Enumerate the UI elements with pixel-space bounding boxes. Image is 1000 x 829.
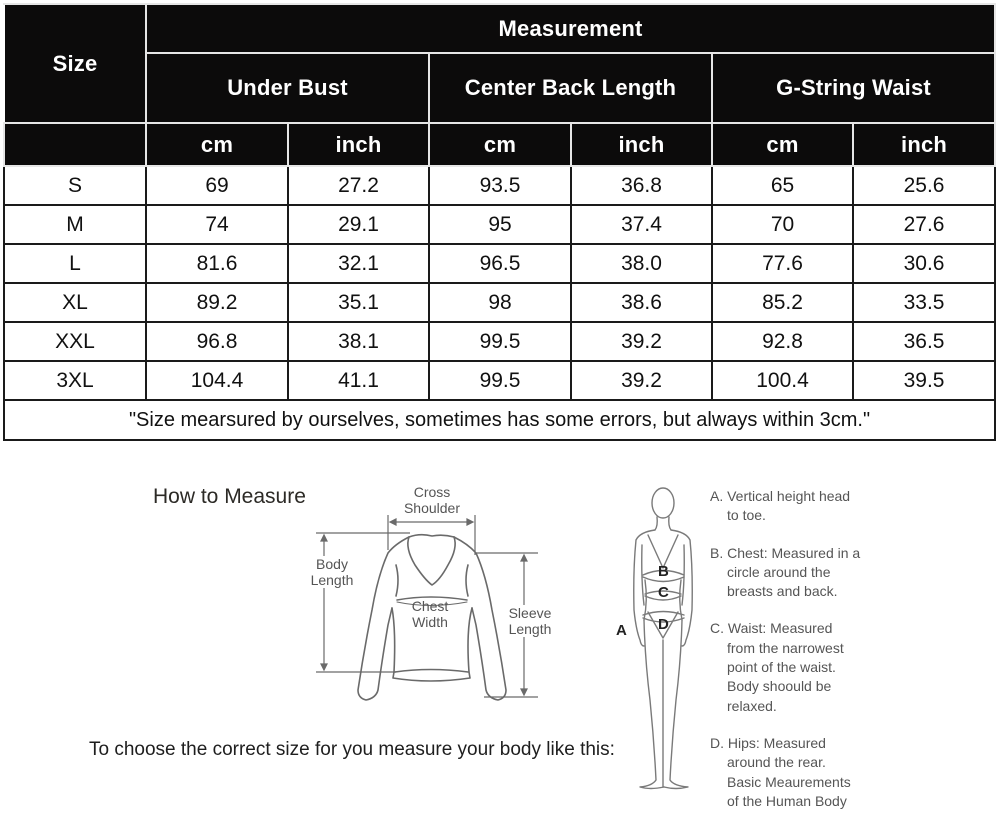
note-b: B. Chest: Measured in a circle around the breasts and back. <box>710 544 861 600</box>
value-cell: 99.5 <box>429 322 571 361</box>
value-cell: 38.1 <box>288 322 429 361</box>
value-cell: 93.5 <box>429 166 571 205</box>
how-to-measure-title: How to Measure <box>153 485 306 508</box>
table-row <box>4 166 995 205</box>
body-length-label: Body Length <box>304 556 360 588</box>
size-header: Size <box>4 4 146 123</box>
chest-width-label: Chest Width <box>411 598 449 630</box>
table-row <box>4 322 995 361</box>
size-cell: S <box>4 166 146 205</box>
value-cell: 38.6 <box>571 283 712 322</box>
measurement-disclaimer: "Size mearsured by ourselves, sometimes has some errors, but always within 3cm." <box>4 400 995 440</box>
body-letter-a: A <box>616 622 627 639</box>
sleeve-length-label: Sleeve Length <box>502 605 558 637</box>
under-bust-header: Under Bust <box>146 53 429 123</box>
value-cell: 95 <box>429 205 571 244</box>
size-cell: 3XL <box>4 361 146 400</box>
note-c: C. Waist: Measured from the narrowest point of the waist. Body shoould be relaxed. <box>710 620 844 714</box>
value-cell: 70 <box>712 205 853 244</box>
cross-shoulder-label: Cross Shoulder <box>403 484 461 516</box>
value-cell: 36.5 <box>853 322 995 361</box>
size-cell: XL <box>4 283 146 322</box>
value-cell: 38.0 <box>571 244 712 283</box>
value-cell: 36.8 <box>571 166 712 205</box>
unit-header: cm <box>146 123 288 166</box>
value-cell: 65 <box>712 166 853 205</box>
center-back-length-header: Center Back Length <box>429 53 712 123</box>
unit-header: inch <box>571 123 712 166</box>
body-letter-c: C <box>658 584 669 601</box>
unit-header: inch <box>288 123 429 166</box>
value-cell: 69 <box>146 166 288 205</box>
table-row <box>4 283 995 322</box>
value-cell: 96.5 <box>429 244 571 283</box>
value-cell: 39.5 <box>853 361 995 400</box>
value-cell: 41.1 <box>288 361 429 400</box>
value-cell: 25.6 <box>853 166 995 205</box>
size-unit-blank <box>4 123 146 166</box>
note-d: D. Hips: Measured around the rear. Basic Meaurements of the Human Body <box>710 734 851 809</box>
measure-instruction: To choose the correct size for you measure your body like this: <box>89 739 615 760</box>
table-row <box>4 361 995 400</box>
size-cell: L <box>4 244 146 283</box>
garment-diagram-icon <box>300 480 620 720</box>
value-cell: 98 <box>429 283 571 322</box>
value-cell: 89.2 <box>146 283 288 322</box>
value-cell: 96.8 <box>146 322 288 361</box>
size-chart-table <box>3 3 996 441</box>
value-cell: 33.5 <box>853 283 995 322</box>
value-cell: 32.1 <box>288 244 429 283</box>
table-row <box>4 205 995 244</box>
unit-header: inch <box>853 123 995 166</box>
value-cell: 30.6 <box>853 244 995 283</box>
value-cell: 27.2 <box>288 166 429 205</box>
value-cell: 74 <box>146 205 288 244</box>
value-cell: 27.6 <box>853 205 995 244</box>
measurement-header: Measurement <box>146 4 995 53</box>
value-cell: 39.2 <box>571 322 712 361</box>
value-cell: 100.4 <box>712 361 853 400</box>
human-body-diagram-icon <box>610 480 710 810</box>
size-cell: XXL <box>4 322 146 361</box>
value-cell: 29.1 <box>288 205 429 244</box>
value-cell: 39.2 <box>571 361 712 400</box>
body-letter-d: D <box>658 616 669 633</box>
value-cell: 92.8 <box>712 322 853 361</box>
g-string-waist-header: G-String Waist <box>712 53 995 123</box>
body-letter-b: B <box>658 563 669 580</box>
unit-header: cm <box>429 123 571 166</box>
body-measurement-notes <box>710 487 890 829</box>
value-cell: 77.6 <box>712 244 853 283</box>
value-cell: 35.1 <box>288 283 429 322</box>
value-cell: 104.4 <box>146 361 288 400</box>
value-cell: 99.5 <box>429 361 571 400</box>
value-cell: 85.2 <box>712 283 853 322</box>
value-cell: 81.6 <box>146 244 288 283</box>
unit-header: cm <box>712 123 853 166</box>
table-row <box>4 244 995 283</box>
note-a: A. Vertical height head to toe. <box>710 488 851 524</box>
value-cell: 37.4 <box>571 205 712 244</box>
size-cell: M <box>4 205 146 244</box>
